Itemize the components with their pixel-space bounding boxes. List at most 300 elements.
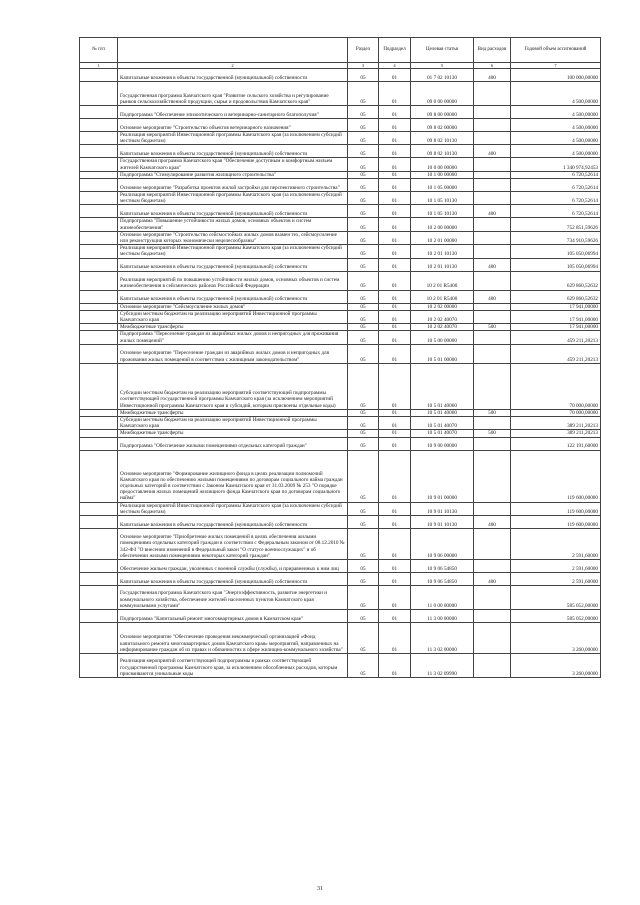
row-vr <box>474 179 511 192</box>
table-row <box>80 218 601 231</box>
row-number <box>80 106 118 119</box>
row-name: Межбюджетные трансферты <box>118 430 348 437</box>
row-vr <box>474 502 511 515</box>
row-number <box>80 324 118 331</box>
row-podrazdel: 01 <box>379 529 411 560</box>
row-podrazdel: 01 <box>379 310 411 323</box>
row-csr: 11 0 00 00000 <box>411 586 474 610</box>
row-razdel: 05 <box>348 437 379 450</box>
row-vr: 400 <box>474 516 511 529</box>
row-name: Капитальные вложения в объекты государственной (муниципальной) собственности <box>118 290 348 303</box>
row-name: Государственная программа Камчатского края "Энергоэффективность, развитие энергетики и коммунального хозяйства, обеспечение жителей населенных пунктов Камчатского края коммунальными услугами" <box>118 586 348 610</box>
row-csr: 10 9 06 54850 <box>411 573 474 586</box>
row-vr <box>474 450 511 502</box>
row-razdel: 05 <box>348 310 379 323</box>
row-vr <box>474 218 511 231</box>
table-row <box>80 417 601 430</box>
row-number <box>80 586 118 610</box>
row-amount: 70 000,00000 <box>511 409 601 416</box>
row-podrazdel: 01 <box>379 502 411 515</box>
table-row <box>80 205 601 218</box>
table-row <box>80 654 601 678</box>
row-csr: 10 1 05 10130 <box>411 205 474 218</box>
table-row <box>80 409 601 416</box>
header-csr: Целевая статья <box>411 38 474 63</box>
row-razdel: 05 <box>348 179 379 192</box>
table-row <box>80 331 601 344</box>
row-number <box>80 417 118 430</box>
row-csr: 10 1 05 10130 <box>411 192 474 205</box>
row-number <box>80 231 118 244</box>
row-vr: 400 <box>474 573 511 586</box>
row-podrazdel: 01 <box>379 409 411 416</box>
row-name: Реализация мероприятий Инвестиционной программы Камчатского края (за исключением субсидий местным бюджетам) <box>118 192 348 205</box>
row-name: Основное мероприятие "Обеспечение проведения некоммерческой организацией «Фонд капитального ремонта многоквартирных домов Камчатского края» мероприятий, направленных на информирование граждан об их правах и обязанностях в сфере жилищно-коммунального хозяйства" <box>118 623 348 654</box>
column-number: 4 <box>379 63 411 69</box>
table-row <box>80 192 601 205</box>
row-number <box>80 430 118 437</box>
row-podrazdel: 01 <box>379 654 411 678</box>
header-name <box>118 38 348 63</box>
row-name: Подпрограмма "Стимулирование развития жилищного строительства" <box>118 171 348 178</box>
row-amount: 1 340 974,92453 <box>511 158 601 171</box>
row-csr: 10 5 01 40070 <box>411 417 474 430</box>
table-row <box>80 231 601 244</box>
table-row <box>80 69 601 82</box>
row-number <box>80 516 118 529</box>
row-number <box>80 218 118 231</box>
row-vr: 400 <box>474 258 511 271</box>
header-vr: Вид расходов <box>474 38 511 63</box>
row-csr: 11 3 00 00000 <box>411 610 474 623</box>
row-amount: 105 050,06994 <box>511 258 601 271</box>
table-row <box>80 106 601 119</box>
row-amount: 6 720,52614 <box>511 192 601 205</box>
row-razdel: 05 <box>348 610 379 623</box>
row-number <box>80 610 118 623</box>
row-razdel: 05 <box>348 258 379 271</box>
row-vr <box>474 529 511 560</box>
row-vr <box>474 654 511 678</box>
row-vr: 500 <box>474 430 511 437</box>
row-number <box>80 573 118 586</box>
row-name: Капитальные вложения в объекты государственной (муниципальной) собственности <box>118 205 348 218</box>
table-row <box>80 437 601 450</box>
row-amount: 6 720,52614 <box>511 171 601 178</box>
row-podrazdel: 01 <box>379 258 411 271</box>
row-razdel: 05 <box>348 516 379 529</box>
row-vr <box>474 171 511 178</box>
row-csr: 10 5 00 00000 <box>411 331 474 344</box>
row-razdel: 05 <box>348 324 379 331</box>
row-number <box>80 303 118 310</box>
row-number <box>80 119 118 132</box>
row-number <box>80 560 118 573</box>
row-name: Обеспечение жильем граждан, уволенных с военной службы (службы), и приравненных к ним лиц <box>118 560 348 573</box>
header-podrazdel: Подраздел <box>379 38 411 63</box>
row-razdel: 05 <box>348 69 379 82</box>
row-csr: 10 2 01 R5400 <box>411 271 474 290</box>
row-number <box>80 258 118 271</box>
row-razdel: 05 <box>348 245 379 258</box>
column-number: 3 <box>348 63 379 69</box>
row-csr: 11 3 02 09990 <box>411 654 474 678</box>
row-csr: 10 2 01 R5400 <box>411 290 474 303</box>
table-row <box>80 245 601 258</box>
row-csr: 09 8 02 10130 <box>411 145 474 158</box>
row-amount: 119 600,00000 <box>511 450 601 502</box>
row-csr: 10 5 01 40070 <box>411 430 474 437</box>
table-row <box>80 586 601 610</box>
table-row <box>80 502 601 515</box>
row-podrazdel: 01 <box>379 586 411 610</box>
row-razdel: 05 <box>348 303 379 310</box>
row-amount: 629 860,52632 <box>511 290 601 303</box>
row-name: Реализация мероприятий Инвестиционной программы Камчатского края (за исключением субсидий местным бюджетам) <box>118 502 348 515</box>
page-number: 31 <box>317 886 323 892</box>
row-amount: 6 720,52614 <box>511 179 601 192</box>
row-vr <box>474 271 511 290</box>
row-vr <box>474 82 511 106</box>
row-csr: 10 9 06 00000 <box>411 529 474 560</box>
row-podrazdel: 01 <box>379 245 411 258</box>
row-name: Государственная программа Камчатского края "Развитие сельского хозяйства и регулирование рынков сельскохозяйственной продукции, сырья и продовольствия Камчатского края" <box>118 82 348 106</box>
row-razdel: 05 <box>348 231 379 244</box>
row-amount: 4 500,00000 <box>511 145 601 158</box>
row-name: Основное мероприятие "Переселение граждан из аварийных жилых домов и непригодных для проживания жилых помещений в соответствии с жилищным законодательством" <box>118 344 348 363</box>
row-podrazdel: 01 <box>379 218 411 231</box>
row-vr <box>474 437 511 450</box>
row-number <box>80 69 118 82</box>
row-number <box>80 654 118 678</box>
table-row <box>80 179 601 192</box>
row-number <box>80 450 118 502</box>
table-row <box>80 610 601 623</box>
row-amount: 3 260,00000 <box>511 654 601 678</box>
row-podrazdel: 01 <box>379 69 411 82</box>
row-number <box>80 437 118 450</box>
table-row <box>80 529 601 560</box>
row-amount: 585 052,00000 <box>511 586 601 610</box>
row-name: Межбюджетные трансферты <box>118 409 348 416</box>
row-amount: 17 941,00000 <box>511 324 601 331</box>
row-razdel: 05 <box>348 82 379 106</box>
table-row <box>80 430 601 437</box>
column-number: 5 <box>411 63 474 69</box>
column-number: 2 <box>118 63 348 69</box>
row-number <box>80 290 118 303</box>
row-podrazdel: 01 <box>379 145 411 158</box>
row-csr: 10 2 00 00000 <box>411 218 474 231</box>
row-podrazdel: 01 <box>379 132 411 145</box>
row-name: Подпрограмма "Переселение граждан из аварийных жилых домов и непригодных для проживания жилых помещений" <box>118 331 348 344</box>
row-amount: 389 211,20213 <box>511 430 601 437</box>
row-amount: 17 941,00000 <box>511 303 601 310</box>
row-amount: 752 851,59626 <box>511 218 601 231</box>
table-row <box>80 119 601 132</box>
table-row <box>80 303 601 310</box>
row-csr: 10 2 01 10130 <box>411 258 474 271</box>
row-podrazdel: 01 <box>379 271 411 290</box>
row-csr: 10 9 00 00000 <box>411 437 474 450</box>
row-csr: 11 3 02 00000 <box>411 623 474 654</box>
row-vr <box>474 560 511 573</box>
row-amount: 459 211,20213 <box>511 344 601 363</box>
row-number <box>80 145 118 158</box>
row-razdel: 05 <box>348 450 379 502</box>
table-row <box>80 516 601 529</box>
row-podrazdel: 01 <box>379 331 411 344</box>
row-number <box>80 271 118 290</box>
row-number <box>80 623 118 654</box>
row-number <box>80 171 118 178</box>
row-csr: 09 8 02 10130 <box>411 132 474 145</box>
row-razdel: 05 <box>348 417 379 430</box>
row-number <box>80 179 118 192</box>
row-razdel: 05 <box>348 560 379 573</box>
row-podrazdel: 01 <box>379 192 411 205</box>
row-name: Подпрограмма "Повышение устойчивости жилых домов, основных объектов и систем жизнеобеспечения" <box>118 218 348 231</box>
row-csr: 10 2 02 00000 <box>411 303 474 310</box>
row-razdel: 05 <box>348 502 379 515</box>
row-podrazdel: 01 <box>379 179 411 192</box>
row-amount: 100 000,00000 <box>511 69 601 82</box>
column-number: 7 <box>511 63 601 69</box>
row-amount: 4 500,00000 <box>511 132 601 145</box>
row-csr: 10 9 01 10130 <box>411 502 474 515</box>
row-podrazdel: 01 <box>379 231 411 244</box>
row-razdel: 05 <box>348 363 379 409</box>
column-number: 6 <box>474 63 511 69</box>
row-amount: 70 000,00000 <box>511 363 601 409</box>
row-name: Подпрограмма "Капитальный ремонт многоквартирных домов в Камчатском крае" <box>118 610 348 623</box>
row-amount: 4 500,00000 <box>511 106 601 119</box>
row-amount: 119 600,00000 <box>511 516 601 529</box>
row-podrazdel: 01 <box>379 610 411 623</box>
row-name: Субсидии местным бюджетам на реализацию мероприятий Инвестиционной программы Камчатского края <box>118 310 348 323</box>
row-name: Капитальные вложения в объекты государственной (муниципальной) собственности <box>118 573 348 586</box>
row-vr: 500 <box>474 409 511 416</box>
row-name: Основное мероприятие "Формирование жилищного фонда в целях реализации полномочий Камчатского края по обеспечению жилыми помещениями по договорам социального найма граждан отдельных категорий в соответствии с Законом Камчатского края от 31.03.2009 № 253 "О порядке предоставления жилых помещений жилищного фонда Камчатского края по договорам социального найма" <box>118 450 348 502</box>
row-razdel: 05 <box>348 290 379 303</box>
row-csr: 10 5 01 00000 <box>411 344 474 363</box>
row-razdel: 05 <box>348 132 379 145</box>
row-podrazdel: 01 <box>379 450 411 502</box>
row-vr <box>474 331 511 344</box>
table-row <box>80 623 601 654</box>
row-number <box>80 363 118 409</box>
row-csr: 10 5 01 40060 <box>411 363 474 409</box>
table-row <box>80 82 601 106</box>
row-amount: 2 591,60000 <box>511 560 601 573</box>
row-csr: 10 5 01 40060 <box>411 409 474 416</box>
row-vr: 400 <box>474 290 511 303</box>
row-podrazdel: 01 <box>379 303 411 310</box>
row-name: Основное мероприятие "Строительство сейсмостойких жилых домов взамен тех, сейсмоусиление или реконструкция которых экономически нецелесообразны" <box>118 231 348 244</box>
row-razdel: 05 <box>348 271 379 290</box>
row-podrazdel: 01 <box>379 437 411 450</box>
row-name: Межбюджетные трансферты <box>118 324 348 331</box>
row-amount: 6 720,52614 <box>511 205 601 218</box>
row-vr <box>474 119 511 132</box>
row-number <box>80 132 118 145</box>
table-row <box>80 450 601 502</box>
row-podrazdel: 01 <box>379 119 411 132</box>
row-razdel: 05 <box>348 119 379 132</box>
row-amount: 105 050,06994 <box>511 245 601 258</box>
row-amount: 629 860,52632 <box>511 271 601 290</box>
row-podrazdel: 01 <box>379 158 411 171</box>
row-amount: 17 941,00000 <box>511 310 601 323</box>
row-razdel: 05 <box>348 145 379 158</box>
row-number <box>80 82 118 106</box>
row-amount: 389 211,20213 <box>511 417 601 430</box>
row-razdel: 05 <box>348 586 379 610</box>
row-amount: 734 910,59626 <box>511 231 601 244</box>
header-razdel: Раздел <box>348 38 379 63</box>
table-row <box>80 158 601 171</box>
table-row <box>80 171 601 178</box>
row-number <box>80 409 118 416</box>
row-csr: 01 7 02 10130 <box>411 69 474 82</box>
row-name: Основное мероприятие "Разработка проектов жилой застройки для перспективного строительства" <box>118 179 348 192</box>
row-razdel: 05 <box>348 573 379 586</box>
row-podrazdel: 01 <box>379 516 411 529</box>
row-amount: 3 260,00000 <box>511 623 601 654</box>
row-name: Капитальные вложения в объекты государственной (муниципальной) собственности <box>118 145 348 158</box>
row-name: Реализация мероприятий Инвестиционной программы Камчатского края (за исключением субсидий местным бюджетам) <box>118 132 348 145</box>
header-amount: Годовой объем ассигнований <box>511 38 601 63</box>
row-vr <box>474 310 511 323</box>
table-row <box>80 271 601 290</box>
row-number <box>80 331 118 344</box>
row-vr <box>474 245 511 258</box>
row-name: Субсидии местным бюджетам на реализацию мероприятий соответствующей подпрограммы соответствующей государственной программы Камчатского края (за исключением мероприятий Инвестиционной программы Камчатского края и субсидий, которым присвоены отдельные коды) <box>118 363 348 409</box>
table-row <box>80 363 601 409</box>
row-vr <box>474 192 511 205</box>
row-amount: 2 591,60000 <box>511 529 601 560</box>
row-name: Реализация мероприятий Инвестиционной программы Камчатского края (за исключением субсидий местным бюджетам) <box>118 245 348 258</box>
row-csr: 10 2 01 10130 <box>411 245 474 258</box>
row-podrazdel: 01 <box>379 290 411 303</box>
row-vr <box>474 231 511 244</box>
row-vr <box>474 132 511 145</box>
row-razdel: 05 <box>348 623 379 654</box>
row-amount: 119 600,00000 <box>511 502 601 515</box>
row-csr: 10 9 06 54850 <box>411 560 474 573</box>
row-podrazdel: 01 <box>379 363 411 409</box>
row-csr: 10 1 05 00000 <box>411 179 474 192</box>
table-row <box>80 258 601 271</box>
row-amount: 2 591,60000 <box>511 573 601 586</box>
row-csr: 09 8 02 00000 <box>411 119 474 132</box>
row-csr: 09 0 00 00000 <box>411 82 474 106</box>
row-number <box>80 529 118 560</box>
row-name: Капитальные вложения в объекты государственной (муниципальной) собственности <box>118 516 348 529</box>
row-csr: 10 9 01 10130 <box>411 516 474 529</box>
row-name: Основное мероприятие "Сейсмоусиление жилых домов" <box>118 303 348 310</box>
row-number <box>80 192 118 205</box>
row-podrazdel: 01 <box>379 560 411 573</box>
row-csr: 10 0 00 00000 <box>411 158 474 171</box>
budget-table <box>79 37 601 678</box>
row-csr: 10 2 01 00000 <box>411 231 474 244</box>
row-csr: 10 2 02 40070 <box>411 324 474 331</box>
row-razdel: 05 <box>348 430 379 437</box>
row-vr: 400 <box>474 145 511 158</box>
row-vr <box>474 363 511 409</box>
row-razdel: 05 <box>348 171 379 178</box>
table-row <box>80 132 601 145</box>
row-name: Реализация мероприятий соответствующей подпрограммы в рамках соответствующей государственной программы Камчатского края, за исключением обособленных расходов, которым присваиваются уникальные коды <box>118 654 348 678</box>
row-podrazdel: 01 <box>379 106 411 119</box>
row-name: Основное мероприятие "Строительство объектов ветеринарного назначения" <box>118 119 348 132</box>
row-csr: 09 8 00 00000 <box>411 106 474 119</box>
row-podrazdel: 01 <box>379 324 411 331</box>
row-vr <box>474 610 511 623</box>
row-vr <box>474 106 511 119</box>
row-podrazdel: 01 <box>379 344 411 363</box>
row-number <box>80 310 118 323</box>
row-razdel: 05 <box>348 344 379 363</box>
row-razdel: 05 <box>348 205 379 218</box>
row-amount: 4 500,00000 <box>511 82 601 106</box>
row-razdel: 05 <box>348 529 379 560</box>
row-vr: 400 <box>474 69 511 82</box>
row-vr: 400 <box>474 205 511 218</box>
row-vr <box>474 158 511 171</box>
row-csr: 10 2 02 40070 <box>411 310 474 323</box>
row-name: Подпрограмма "Обеспечение жилыми помещениями отдельных категорий граждан" <box>118 437 348 450</box>
row-vr <box>474 417 511 430</box>
row-vr <box>474 344 511 363</box>
header-num: № п/п <box>80 38 118 63</box>
row-vr: 500 <box>474 324 511 331</box>
row-podrazdel: 01 <box>379 82 411 106</box>
row-number <box>80 502 118 515</box>
row-razdel: 05 <box>348 409 379 416</box>
row-csr: 10 1 00 00000 <box>411 171 474 178</box>
table-row <box>80 145 601 158</box>
row-podrazdel: 01 <box>379 417 411 430</box>
row-name: Субсидии местным бюджетам на реализацию мероприятий Инвестиционной программы Камчатского края <box>118 417 348 430</box>
row-razdel: 05 <box>348 192 379 205</box>
row-amount: 122 191,60000 <box>511 437 601 450</box>
row-name: Капитальные вложения в объекты государственной (муниципальной) собственности <box>118 258 348 271</box>
row-name: Подпрограмма "Обеспечение эпизоотического и ветеринарно-санитарного благополучия" <box>118 106 348 119</box>
table-row <box>80 573 601 586</box>
row-name: Основное мероприятие "Приобретение жилых помещений в целях обеспечения жилыми помещениями отдельных категорий граждан в соответствии с Федеральным законом от 08.12.2010 № 342-ФЗ "О внесении изменений в Федеральный закон "О статусе военнослужащих" и об обеспечении жилыми помещениями некоторых категорий граждан" <box>118 529 348 560</box>
table-header-row <box>80 38 601 63</box>
row-razdel: 05 <box>348 106 379 119</box>
table-row <box>80 560 601 573</box>
row-podrazdel: 01 <box>379 573 411 586</box>
table-row <box>80 344 601 363</box>
row-name: Капитальные вложения в объекты государственной (муниципальной) собственности <box>118 69 348 82</box>
column-number: 1 <box>80 63 118 69</box>
row-razdel: 05 <box>348 654 379 678</box>
row-podrazdel: 01 <box>379 205 411 218</box>
row-number <box>80 205 118 218</box>
row-number <box>80 245 118 258</box>
row-podrazdel: 01 <box>379 171 411 178</box>
row-razdel: 05 <box>348 218 379 231</box>
row-name: Реализация мероприятий по повышению устойчивости жилых домов, основных объектов и систем жизнеобеспечения в сейсмических районах Российской Федерации <box>118 271 348 290</box>
table-row <box>80 290 601 303</box>
row-amount: 459 211,20213 <box>511 331 601 344</box>
row-number <box>80 344 118 363</box>
row-csr: 10 9 01 00000 <box>411 450 474 502</box>
